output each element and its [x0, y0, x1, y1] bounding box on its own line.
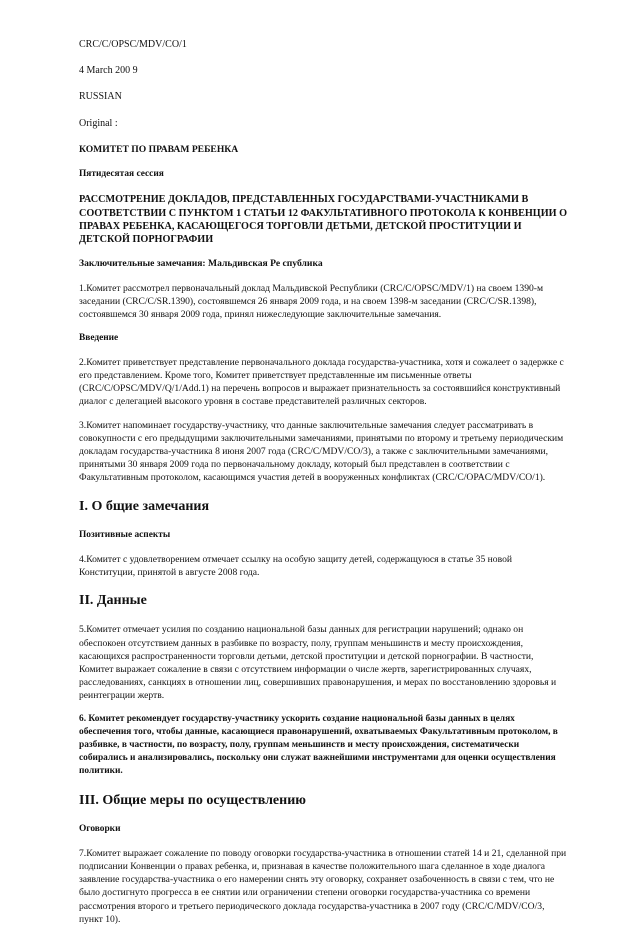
session-name: Пятидесятая сессия [79, 169, 164, 180]
section-2-heading: II. Данные [79, 593, 147, 609]
document-page [79, 38, 569, 936]
paragraph-6: 6. Комитет рекомендует государству-участнику ускорить создание национальной базы данных в целях обеспечения того, чтобы данные, касающиеся правонарушений, охватываемых Факультативным протоколом, в разбивке, в частности, по возрасту, полу, группам меньшинств и месту происхождения, систематически собирались и анализировались, поскольку они служат важнейшими инструментами для оценки осуществления политики. [79, 713, 558, 777]
positive-aspects-heading: Позитивные аспекты [79, 529, 171, 540]
intro-heading: Введение [79, 332, 119, 343]
paragraph-4: 4.Комитет с удовлетворением отмечает ссылку на особую защиту детей, содержащуюся в статье 35 новой Конституции, принятой в августе 2008 года. [79, 553, 512, 579]
original-label: Original : [79, 117, 118, 129]
section-3-heading: III. Общие меры по осуществлению [79, 792, 306, 808]
paragraph-1: 1.Комитет рассмотрел первоначальный доклад Мальдивской Республики (CRC/C/OPSC/MDV/1) на своем 1390-м заседании (CRC/C/SR.1390), состоявшемся 26 января 2009 года, и на своем 1398-м заседании (CRC/C/SR.1398), состоявшемся 30 января 2009 года, принял нижеследующие заключительные замечания. [79, 283, 544, 321]
document-title: РАССМОТРЕНИЕ ДОКЛАДОВ, ПРЕДСТАВЛЕННЫХ ГОСУДАРСТВАМИ-УЧАСТНИКАМИ В СООТВЕТСТВИИ С ПУНКТОМ 1 СТАТЬИ 12 ФАКУЛЬТАТИВНОГО ПРОТОКОЛА К КОНВЕНЦИИ О ПРАВАХ РЕБЕНКА, КАСАЮЩЕГОСЯ ТОРГОВЛИ ДЕТЬМИ, ДЕТСКОЙ ПРОСТИТУЦИИ И ДЕТСКОЙ ПОРНОГРАФИИ [79, 194, 568, 246]
paragraph-2: 2.Комитет приветствует представление первоначального доклада государства-участника, хотя и сожалеет о задержке с его представлением. Кроме того, Комитет приветствует представленные им письменные ответы (CRC/C/OPSC/MDV/Q/1/Add.1) на перечень вопросов и выражает признательность за состоявшийся конструктивный диалог с делегацией высокого уровня в составе представителей различных секторов. [79, 356, 564, 408]
paragraph-5: 5.Комитет отмечает усилия по созданию национальной базы данных для регистрации нарушений; однако он обеспокоен отсутствием данных в разбивке по возрасту, полу, группам меньшинств и месту происхождения, касающихся распространенности торговли детьми, детской проституции и детской порнографии. В частности, Комитет выражает сожаление в связи с отсутствием информации о числе жертв, зарегистрированных случаях, расследованиях, санкциях в отношении лиц, совершивших правонарушения, и мерах по восстановлению здоровья и реинтеграции жертв. [79, 624, 557, 702]
paragraph-7: 7.Комитет выражает сожаление по поводу оговорки государства-участника в отношении статей 14 и 21, сделанной при подписании Конвенции о правах ребенка, и, признавая в качестве положительного шага сделанное в ходе диалога заявление государства-участника о его намерении снять эту оговорку, сохраняет озабоченность в связи с тем, что не было достигнуто прогресса в ее снятии или ограничении степени оговорки государства-участника со времени рассмотрения второго и третьего периодического доклада государства-участника в 2007 году (CRC/C/MDV/CO/3, пункт 10). [79, 847, 567, 925]
paragraph-3: 3.Комитет напоминает государству-участнику, что данные заключительные замечания следует рассматривать в совокупности с его предыдущими заключительными замечаниями, принятыми по второму и третьему периодическим докладам государства-участника 8 июня 2007 года (CRC/C/MDV/CO/3), а также с заключительными замечаниями, принятыми 30 января 2009 года по первоначальному докладу, который был представлен в соответствии с Факультативным протоколом, касающимся участия детей в вооруженных конфликтах (CRC/C/OPAC/MDV/CO/1). [79, 419, 564, 484]
reservations-heading: Оговорки [79, 823, 121, 834]
document-subtitle: Заключительные замечания: Мальдивская Ре спублика [79, 257, 323, 269]
document-symbol: CRC/C/OPSC/MDV/CO/1 [79, 39, 187, 50]
document-date: 4 March 200 9 [79, 65, 138, 77]
organization-name: КОМИТЕТ ПО ПРАВАМ РЕБЕНКА [79, 143, 239, 155]
section-1-heading: I. О бщие замечания [79, 498, 210, 514]
document-language: RUSSIAN [79, 91, 122, 103]
